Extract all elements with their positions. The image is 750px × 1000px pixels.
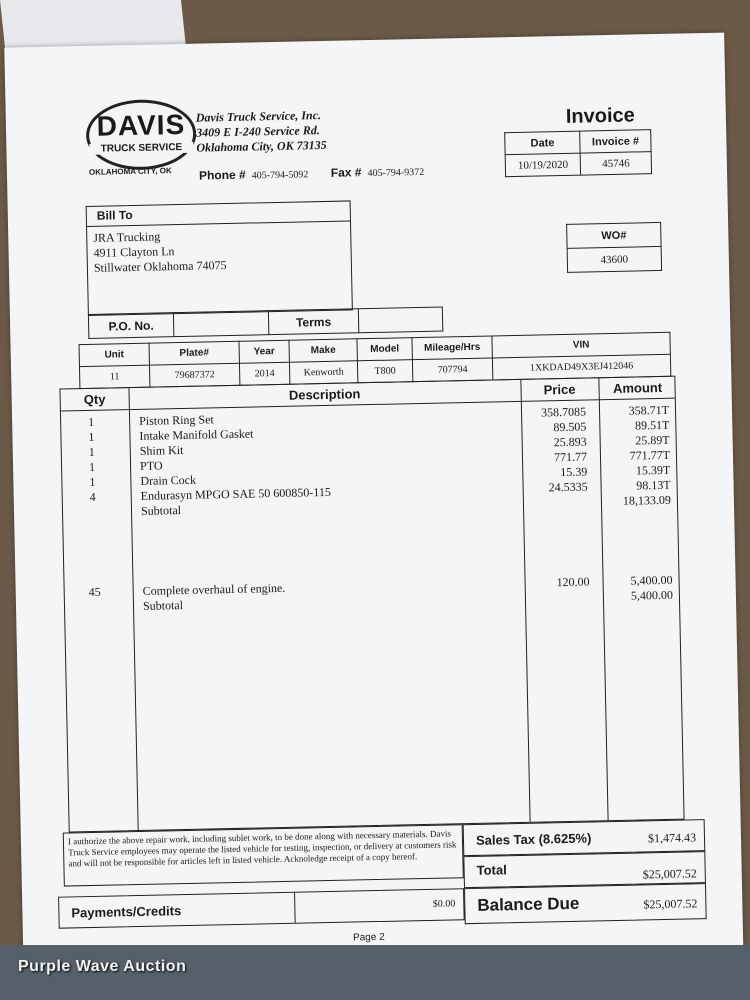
line-description: Complete overhaul of engine. <box>142 580 286 598</box>
logo-city-text: OKLAHOMA CITY, OK <box>88 166 172 177</box>
work-order-table <box>566 222 662 273</box>
line-price: 89.505 <box>553 419 587 435</box>
qty-header: Qty <box>83 391 106 408</box>
bill-to-label: Bill To <box>87 201 350 227</box>
phone-number: 405-794-5092 <box>251 169 309 182</box>
line-items-table <box>59 376 684 833</box>
line-price: 25.893 <box>553 434 587 450</box>
amount-header: Amount <box>612 379 663 396</box>
vehicle-make: Kenworth <box>289 361 357 384</box>
line-description: Shim Kit <box>139 442 184 458</box>
line-description: Drain Cock <box>140 472 197 488</box>
vehicle-plate: 79687372 <box>149 363 239 387</box>
balance-due-value: $25,007.52 <box>643 896 698 912</box>
line-description: Intake Manifold Gasket <box>139 426 254 443</box>
bill-to-line2: 4911 Clayton Ln <box>93 244 175 260</box>
invoice-number: 45746 <box>580 152 651 175</box>
bill-to-line3: Stillwater Oklahoma 74075 <box>93 258 227 275</box>
line-amount: 5,400.00 <box>630 587 674 603</box>
line-description: Piston Ring Set <box>138 412 214 428</box>
wo-label: WO# <box>567 222 661 248</box>
line-amount: 771.77T <box>629 447 671 463</box>
line-qty <box>65 599 125 600</box>
description-header: Description <box>288 386 361 403</box>
payments-label: Payments/Credits <box>71 903 182 921</box>
total-row <box>463 851 706 888</box>
vehicle-vin: 1XKDAD49X3EJ412046 <box>492 354 670 380</box>
line-qty: 45 <box>88 584 101 599</box>
company-address-line1: 3409 E I-240 Service Rd. <box>195 123 320 140</box>
line-price: 15.39 <box>560 464 588 480</box>
line-qty: 1 <box>89 474 96 489</box>
line-qty: 1 <box>88 444 95 459</box>
watermark: Purple Wave Auction <box>18 958 187 975</box>
fax-number: 405-794-9372 <box>367 166 425 180</box>
date-invoice-table <box>504 129 652 177</box>
line-qty: 4 <box>89 489 96 504</box>
vehicle-header-make: Make <box>289 339 357 362</box>
vehicle-model: T800 <box>357 360 412 383</box>
authorization-text: I authorize the above repair work, including sublet work, to be done along with necessary materials. Davis Truck Service employees may operate the listed vehicle for testing, inspection, or delivery at customers risk and will not be responsible for articles left in listed vehicle. Acknoledge receipt of a copy hereof. <box>63 824 464 886</box>
line-price: 120.00 <box>556 574 590 590</box>
line-price: 358.7085 <box>540 404 587 420</box>
invoice-number-label: Invoice # <box>580 130 651 153</box>
vehicle-header-vin: VIN <box>492 332 670 358</box>
total-value: $25,007.52 <box>642 866 697 882</box>
line-qty: 1 <box>87 414 95 429</box>
sales-tax-value: $1,474.43 <box>647 830 697 846</box>
vehicle-mileage: 707794 <box>412 358 492 382</box>
payments-value: $0.00 <box>432 898 456 910</box>
price-header: Price <box>543 381 576 398</box>
line-description: Subtotal <box>140 503 182 518</box>
date-label: Date <box>505 131 581 155</box>
sales-tax-row <box>463 819 706 856</box>
line-description: PTO <box>139 458 163 473</box>
line-amount: 358.71T <box>628 402 670 418</box>
company-name: Davis Truck Service, Inc. <box>195 108 322 125</box>
line-qty: 1 <box>88 459 96 474</box>
line-amount: 18,133.09 <box>622 492 672 508</box>
po-label: P.O. No. <box>88 313 173 339</box>
logo-main-text: DAVIS <box>96 108 186 142</box>
line-amount: 15.39T <box>635 462 671 478</box>
vehicle-header-year: Year <box>239 340 289 363</box>
balance-due-label: Balance Due <box>477 893 580 915</box>
logo-sub-text: TRUCK SERVICE <box>89 142 193 155</box>
vehicle-header-mileage: Mileage/Hrs <box>412 336 492 360</box>
total-label: Total <box>476 862 507 878</box>
company-address <box>196 108 327 156</box>
balance-due-row <box>464 883 707 924</box>
vehicle-header-unit: Unit <box>79 343 149 366</box>
line-amount: 5,400.00 <box>630 572 673 588</box>
sales-tax-label: Sales Tax (8.625%) <box>475 830 592 848</box>
invoice-date: 10/19/2020 <box>505 153 581 177</box>
bill-to-line1: JRA Trucking <box>93 229 161 245</box>
payments-credits-row <box>58 888 465 928</box>
fax-label: Fax # <box>330 165 362 180</box>
company-logo <box>85 99 196 171</box>
phone-label: Phone # <box>198 167 246 183</box>
line-description: Endurasyn MPGO SAE 50 600850-115 <box>140 484 332 503</box>
terms-label: Terms <box>268 309 358 335</box>
vehicle-unit: 11 <box>79 365 149 388</box>
wo-number: 43600 <box>567 246 661 272</box>
terms-value <box>358 307 442 333</box>
phone-fax <box>199 164 424 183</box>
po-value <box>173 311 268 337</box>
invoice-sheet <box>4 33 743 983</box>
company-address-line2: Oklahoma City, OK 73135 <box>196 137 327 155</box>
line-amount: 25.89T <box>635 432 670 448</box>
page-number: Page 2 <box>352 931 385 944</box>
line-amount: 89.51T <box>634 417 670 433</box>
line-description: Subtotal <box>142 598 184 613</box>
line-qty <box>63 504 123 505</box>
line-qty: 1 <box>88 429 95 444</box>
invoice-title: Invoice <box>565 104 635 128</box>
bill-to-box <box>86 200 353 316</box>
vehicle-header-plate: Plate# <box>149 341 239 365</box>
payments-divider <box>294 893 296 923</box>
line-amount: 98.13T <box>636 477 671 493</box>
line-price: 24.5335 <box>548 479 588 495</box>
vehicle-header-model: Model <box>357 338 412 361</box>
line-price: 771.77 <box>553 449 588 465</box>
vehicle-year: 2014 <box>239 362 289 385</box>
